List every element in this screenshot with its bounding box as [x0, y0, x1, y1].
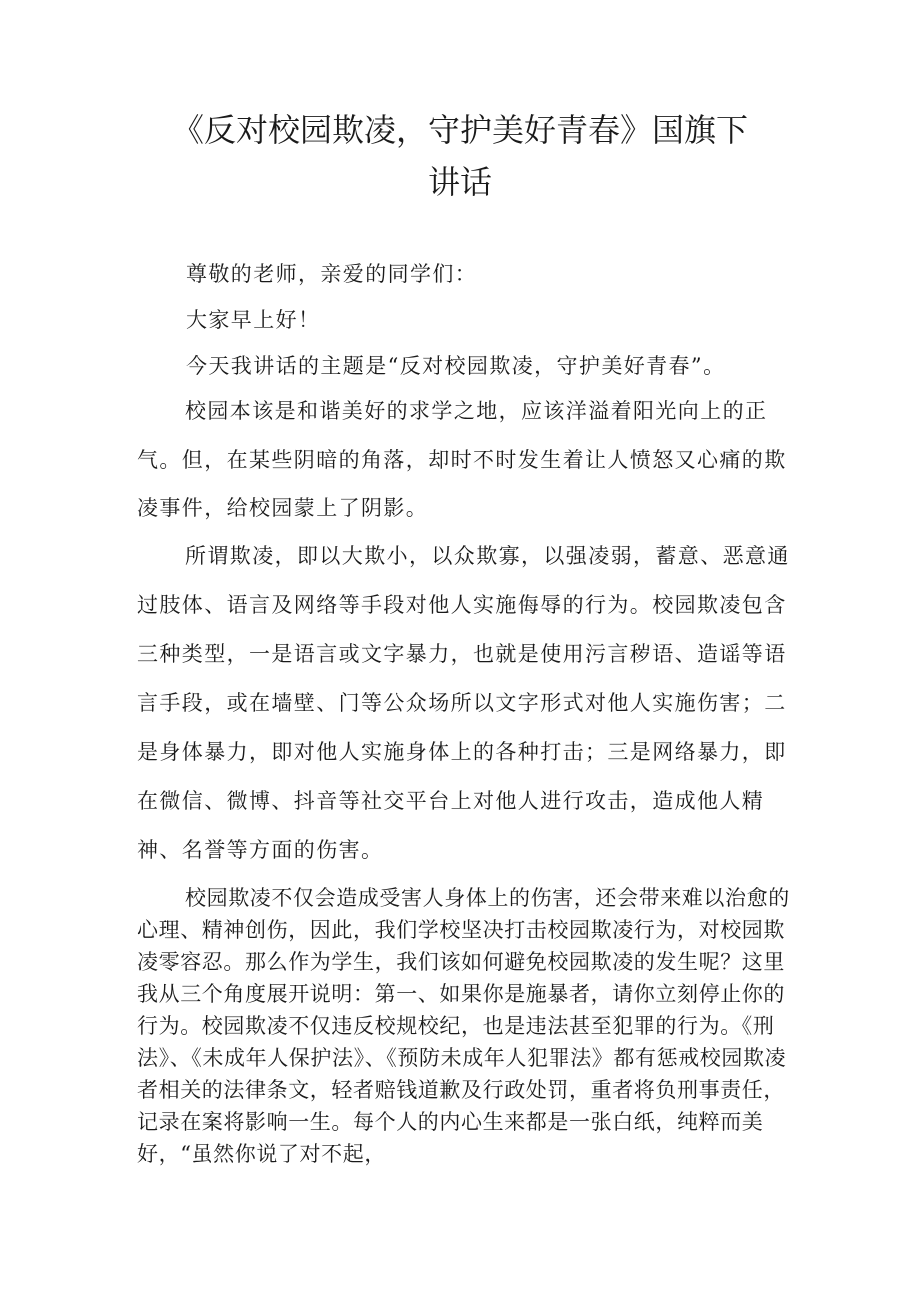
paragraph-bullying-definition: 所谓欺凌，即以大欺小，以众欺寡，以强凌弱，蓄意、恶意通过肢体、语言及网络等手段对他人实施侮辱的行为。校园欺凌包含三种类型，一是语言或文字暴力，也就是使用污言秽语、造谣等语言手段，或在墙壁、门等公众场所以文字形式对他人实施伤害；二是身体暴力，即对他人实施身体上的各种打击；三是网络暴力，即在微信、微博、抖音等社交平台上对他人进行攻击，造成他人精神、名誉等方面的伤害。 [137, 544, 790, 862]
document-title-line-1: 《反对校园欺凌，守护美好青春》国旗下 [171, 111, 748, 149]
salutation-line: 大家早上好！ [186, 308, 321, 332]
greeting-line: 尊敬的老师，亲爱的同学们： [186, 262, 478, 286]
paragraph-campus-harmony: 校园本该是和谐美好的求学之地，应该洋溢着阳光向上的正气。但，在某些阴暗的角落，却时不时发生着让人愤怒又心痛的欺凌事件，给校园蒙上了阴影。 [137, 399, 787, 520]
paragraph-bullying-harm: 校园欺凌不仅会造成受害人身体上的伤害，还会带来难以治愈的心理、精神创伤，因此，我们学校坚决打击校园欺凌行为，对校园欺凌零容忍。那么作为学生，我们该如何避免校园欺凌的发生呢？这里我从三个角度展开说明：第一、如果你是施暴者，请你立刻停止你的行为。校园欺凌不仅违反校规校纪，也是违法甚至犯罪的行为。《刑法》、《未成年人保护法》、《预防未成年人犯罪法》都有惩戒校园欺凌者相关的法律条文，轻者赔钱道歉及行政处罚，重者将负刑事责任，记录在案将影响一生。每个人的内心生来都是一张白纸，纯粹而美好，“虽然你说了对不起， [137, 886, 790, 1166]
theme-line: 今天我讲话的主题是“反对校园欺凌，守护美好青春”。 [186, 354, 726, 378]
document-title-line-2: 讲话 [427, 163, 492, 201]
